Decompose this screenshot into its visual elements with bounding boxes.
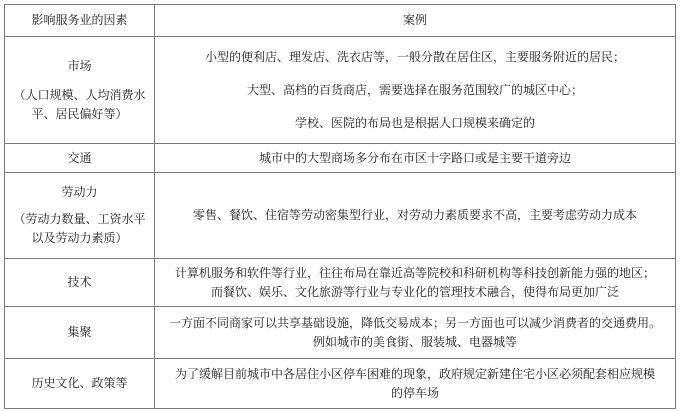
example-cell-agglomeration	[155, 307, 675, 358]
factor-cell-labor	[5, 173, 155, 258]
factor-cell-agglomeration	[5, 307, 155, 358]
factor-sub-market-1: （人口规模、人均消费水	[13, 87, 146, 102]
table-row-market	[5, 37, 675, 144]
factor-label-labor: 劳动力	[61, 185, 98, 199]
example-market-1: 小型的便利店、理发店、洗衣店等，一般分散在居住区，主要服务附近的居民；	[204, 49, 625, 64]
header-factor-label: 影响服务业的因素	[31, 13, 128, 27]
header-example-cell	[155, 5, 675, 36]
header-example-label: 案例	[402, 13, 427, 27]
table-header-row	[5, 5, 675, 37]
example-transport-1: 城市中的大型商场多分布在市区十字路口或是主要干道旁边	[258, 150, 571, 165]
factor-sub-market-2: 平、居民偏好等）	[31, 106, 128, 121]
example-history-policy-2: 的停车场	[390, 385, 439, 400]
example-technology-1: 计算机服务和软件等行业，往往布局在靠近高等院校和科研机构等科技创新能力强的地区；	[174, 265, 655, 280]
example-market-3: 学校、医院的布局也是根据人口规模来确定的	[294, 115, 535, 130]
example-cell-transport	[155, 144, 675, 172]
example-history-policy-1: 为了缓解目前城市中各居住小区停车困难的现象，政府规定新建住宅小区必须配套相应规模	[174, 366, 655, 381]
table-row-technology	[5, 259, 675, 307]
header-factor-cell	[5, 5, 155, 36]
service-factors-table	[4, 4, 676, 409]
factor-cell-technology	[5, 259, 155, 306]
example-cell-technology	[155, 259, 675, 306]
factor-cell-market	[5, 37, 155, 143]
factor-label-market: 市场	[67, 58, 92, 73]
example-agglomeration-2: 例如城市的美食街、服装城、电器城等	[312, 334, 517, 349]
factor-label-agglomeration: 集聚	[67, 325, 92, 339]
factor-sub-labor-1: （劳动力数量、工资水平	[13, 212, 146, 226]
example-cell-market	[155, 37, 675, 143]
table-row-transport	[5, 144, 675, 173]
factor-label-transport: 交通	[67, 150, 92, 165]
table-row-agglomeration	[5, 307, 675, 359]
factor-cell-history-policy	[5, 359, 155, 408]
factor-sub-labor-2: 以及劳动力素质）	[31, 231, 128, 245]
example-cell-labor	[155, 173, 675, 258]
table-row-history-policy	[5, 359, 675, 408]
table-row-labor	[5, 173, 675, 259]
factor-cell-transport	[5, 144, 155, 172]
example-agglomeration-1: 一方面不同商家可以共享基础设施，降低交易成本；另一方面也可以减少消费者的交通费用。	[168, 315, 661, 330]
factor-label-history-policy: 历史文化、政策等	[31, 376, 128, 390]
example-technology-2: 而餐饮、娱乐、文化旅游等行业与专业化的管理技术融合，使得布局更加广泛	[210, 284, 619, 299]
factor-label-technology: 技术	[67, 275, 92, 289]
example-market-2: 大型、高档的百货商店，需要选择在服务范围较广的城区中心；	[246, 82, 583, 97]
example-cell-history-policy	[155, 359, 675, 408]
example-labor-1: 零售、餐饮、住宿等劳动密集型行业，对劳动力素质要求不高，主要考虑劳动力成本	[192, 208, 637, 222]
